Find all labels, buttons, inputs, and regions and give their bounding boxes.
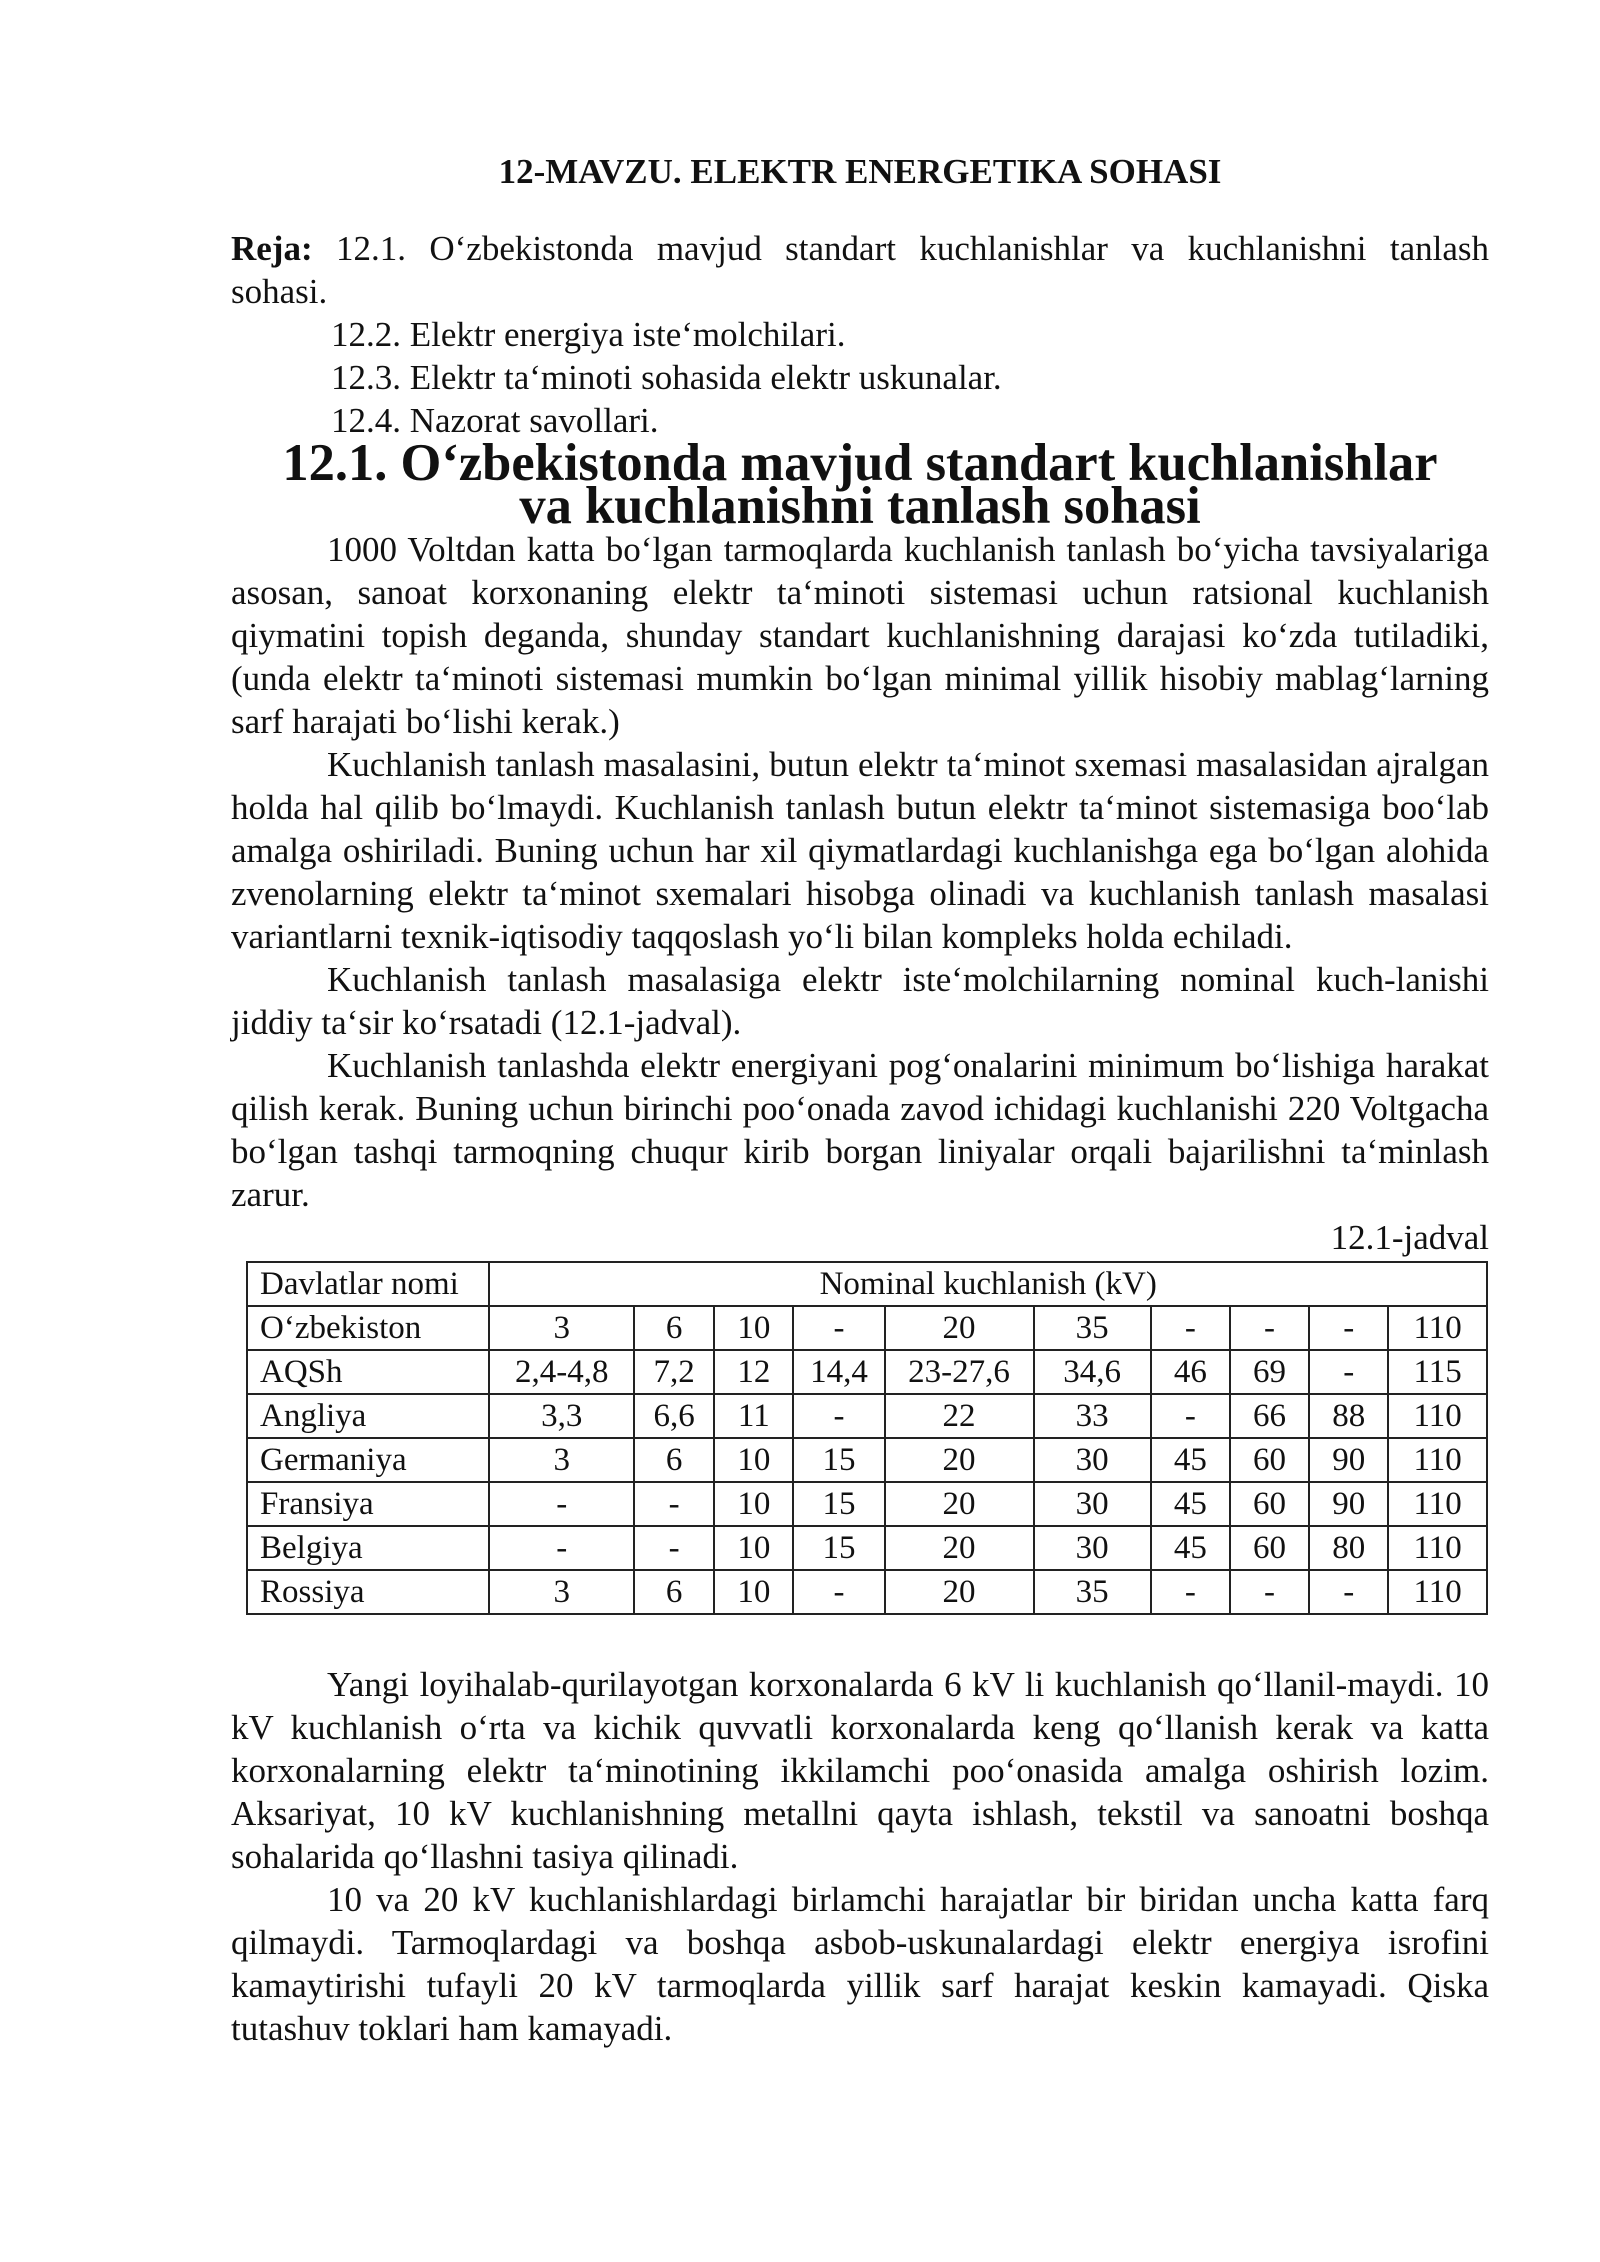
voltage-cell: 30 (1034, 1526, 1151, 1570)
voltage-cell: 90 (1309, 1438, 1388, 1482)
country-cell: Germaniya (247, 1438, 489, 1482)
voltage-cell: 46 (1151, 1350, 1230, 1394)
paragraph: 10 va 20 kV kuchlanishlardagi birlamchi harajatlar bir biridan uncha katta farq qilmaydi. Tarmoqlardagi va boshqa asbob-uskunalardagi elektr energiya isrofini kamaytirishi tufayli 20 kV tarmoqlarda yillik sarf harajat keskin kamayadi. Qiska tutashuv toklari ham kamayadi. (231, 1880, 1489, 2048)
plan-block (231, 227, 1489, 442)
voltage-cell: - (1151, 1570, 1230, 1614)
voltage-cell: 20 (885, 1306, 1034, 1350)
voltage-cell: 3 (489, 1306, 633, 1350)
voltage-cell: 69 (1230, 1350, 1309, 1394)
voltage-cell: - (1230, 1570, 1309, 1614)
voltage-cell: 110 (1388, 1438, 1487, 1482)
voltage-cell: 3,3 (489, 1394, 633, 1438)
table-row (247, 1394, 1487, 1438)
voltage-cell: - (793, 1394, 884, 1438)
table-row (247, 1350, 1487, 1394)
voltage-cell: 60 (1230, 1482, 1309, 1526)
voltage-cell: 10 (714, 1482, 793, 1526)
page-title: 12-MAVZU. ELEKTR ENERGETIKA SOHASI (498, 152, 1222, 191)
paragraph: Kuchlanish tanlashda elektr energiyani pog‘onalarini minimum bo‘lishiga harakat qilish kerak. Buning uchun birinchi poo‘onada zavod ichidagi kuchlanishi 220 Voltgacha bo‘lgan tashqi tarmoqning chuqur kirib borgan liniyalar orqali bajarilishni ta‘minlash zarur. (231, 1046, 1489, 1214)
country-cell: O‘zbekiston (247, 1306, 489, 1350)
plan-item: 12.2. Elektr energiya iste‘molchilari. (331, 315, 846, 354)
voltage-cell: 20 (885, 1570, 1034, 1614)
section-heading: 12.1. O‘zbekistonda mavjud standart kuchlanishlar va kuchlanishni tanlash sohasi (282, 434, 1438, 535)
table-row (247, 1438, 1487, 1482)
voltage-cell: 34,6 (1034, 1350, 1151, 1394)
voltage-cell: 66 (1230, 1394, 1309, 1438)
voltage-cell: 10 (714, 1306, 793, 1350)
paragraph: 1000 Voltdan katta bo‘lgan tarmoqlarda kuchlanish tanlash bo‘yicha tavsiyalariga asosan, sanoat korxonaning elektr ta‘minoti sistemasi uchun ratsional kuchlanish qiymatini topish deganda, shunday standart kuchlanishning darajasi ko‘zda tutiladiki, (unda elektr ta‘minoti sistemasi mumkin bo‘lgan minimal yillik hisobiy mablag‘larning sarf harajati bo‘lishi kerak.) (231, 530, 1489, 741)
voltage-cell: 10 (714, 1526, 793, 1570)
voltage-cell: - (793, 1570, 884, 1614)
voltage-cell: - (1151, 1306, 1230, 1350)
voltage-cell: 11 (714, 1394, 793, 1438)
voltage-cell: 60 (1230, 1438, 1309, 1482)
plan-item: 12.4. Nazorat savollari. (331, 401, 659, 440)
plan-first-item-continuation: sohasi. (231, 272, 328, 311)
voltage-cell: 90 (1309, 1482, 1388, 1526)
voltage-cell: 45 (1151, 1526, 1230, 1570)
voltage-cell: 15 (793, 1482, 884, 1526)
table-header-row (247, 1262, 1487, 1306)
paragraph: Yangi loyihalab-qurilayotgan korxonalarda 6 kV li kuchlanish qo‘llanil-maydi. 10 kV kuchlanish o‘rta va kichik quvvatli korxonalarda keng qo‘llanish kerak va katta korxonalarning elektr ta‘minotining ikkilamchi poo‘onasida amalga oshirish lozim. Aksariyat, 10 kV kuchlanishning metallni qayta ishlash, tekstil va sanoatni boshqa sohalarida qo‘llashni tasiya qilinadi. (231, 1665, 1489, 1876)
voltage-cell: 15 (793, 1438, 884, 1482)
voltage-cell: 110 (1388, 1394, 1487, 1438)
voltage-cell: 20 (885, 1482, 1034, 1526)
voltage-cell: 88 (1309, 1394, 1388, 1438)
voltage-cell: 110 (1388, 1526, 1487, 1570)
plan-first-item (231, 227, 1489, 270)
voltage-cell: 6 (634, 1570, 714, 1614)
voltage-cell: 110 (1388, 1570, 1487, 1614)
plan-label: Reja: (231, 229, 313, 268)
paragraph: Kuchlanish tanlash masalasini, butun elektr ta‘minot sxemasi masalasidan ajralgan holda hal qilib bo‘lmaydi. Kuchlanish tanlash butun elektr ta‘minot sistemasiga boo‘lab amalga oshiriladi. Buning uchun har xil qiymatlardagi kuchlanishga ega bo‘lgan alohida zvenolarning elektr ta‘minot sxemalari hisobga olinadi va kuchlanish tanlash masalasi variantlarni texnik-iqtisodiy taqqoslash yo‘li bilan kompleks holda echiladi. (231, 745, 1489, 956)
country-cell: AQSh (247, 1350, 489, 1394)
paragraph: Kuchlanish tanlash masalasiga elektr iste‘molchilarning nominal kuch-lanishi jiddiy ta‘sir ko‘rsatadi (12.1-jadval). (231, 960, 1489, 1042)
voltage-cell: 2,4-4,8 (489, 1350, 633, 1394)
voltage-cell: 6,6 (634, 1394, 714, 1438)
voltage-cell: 80 (1309, 1526, 1388, 1570)
voltage-cell: 3 (489, 1570, 633, 1614)
table-row (247, 1526, 1487, 1570)
table-caption: 12.1-jadval (1330, 1218, 1489, 1257)
table-row (247, 1306, 1487, 1350)
voltage-cell: - (1230, 1306, 1309, 1350)
voltage-cell: 45 (1151, 1438, 1230, 1482)
voltage-cell: 10 (714, 1570, 793, 1614)
table-row (247, 1482, 1487, 1526)
voltage-cell: - (489, 1526, 633, 1570)
voltage-cell: 12 (714, 1350, 793, 1394)
voltage-cell: 6 (634, 1306, 714, 1350)
voltage-cell: 20 (885, 1438, 1034, 1482)
voltage-cell: - (489, 1482, 633, 1526)
voltage-cell: - (634, 1482, 714, 1526)
voltage-cell: 110 (1388, 1306, 1487, 1350)
voltage-cell: 22 (885, 1394, 1034, 1438)
voltage-cell: 14,4 (793, 1350, 884, 1394)
plan-item: 12.3. Elektr ta‘minoti sohasida elektr uskunalar. (331, 358, 1002, 397)
voltage-cell: 10 (714, 1438, 793, 1482)
country-cell: Fransiya (247, 1482, 489, 1526)
voltage-cell: 20 (885, 1526, 1034, 1570)
header-country: Davlatlar nomi (247, 1262, 489, 1306)
voltage-cell: 45 (1151, 1482, 1230, 1526)
voltage-cell: - (1309, 1570, 1388, 1614)
plan-first-item-text: 12.1. O‘zbekistonda mavjud standart kuchlanishlar va kuchlanishni tanlash (336, 229, 1490, 268)
voltage-cell: 6 (634, 1438, 714, 1482)
voltage-cell: 15 (793, 1526, 884, 1570)
voltage-cell: 110 (1388, 1482, 1487, 1526)
table-body (247, 1306, 1487, 1614)
voltage-cell: 30 (1034, 1438, 1151, 1482)
table-row (247, 1570, 1487, 1614)
voltage-cell: 23-27,6 (885, 1350, 1034, 1394)
header-nominal-voltage: Nominal kuchlanish (kV) (489, 1262, 1487, 1306)
voltage-cell: 7,2 (634, 1350, 714, 1394)
country-cell: Belgiya (247, 1526, 489, 1570)
voltage-cell: 115 (1388, 1350, 1487, 1394)
voltage-cell: 30 (1034, 1482, 1151, 1526)
voltage-cell: 35 (1034, 1306, 1151, 1350)
voltage-cell: - (634, 1526, 714, 1570)
voltage-cell: - (1309, 1306, 1388, 1350)
voltage-cell: 35 (1034, 1570, 1151, 1614)
voltage-cell: - (1151, 1394, 1230, 1438)
voltage-cell: - (1309, 1350, 1388, 1394)
voltage-table (246, 1261, 1488, 1615)
document-page (231, 150, 1489, 2050)
voltage-cell: 33 (1034, 1394, 1151, 1438)
voltage-cell: 3 (489, 1438, 633, 1482)
country-cell: Angliya (247, 1394, 489, 1438)
country-cell: Rossiya (247, 1570, 489, 1614)
voltage-cell: 60 (1230, 1526, 1309, 1570)
voltage-cell: - (793, 1306, 884, 1350)
